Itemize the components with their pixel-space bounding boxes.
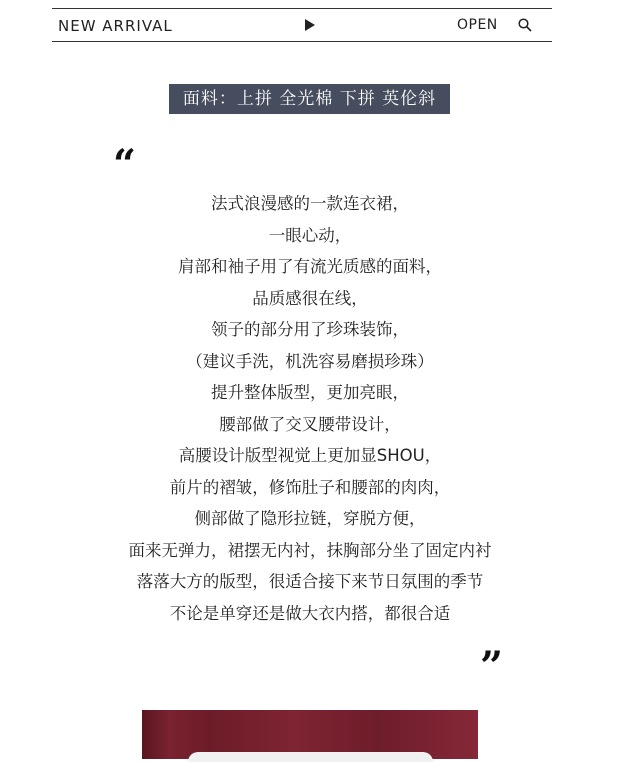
play-icon[interactable]: [305, 19, 315, 31]
search-icon[interactable]: [518, 18, 532, 32]
description-line: 面来无弹力，裙摆无内衬，抹胸部分坐了固定内衬: [128, 540, 492, 560]
description-line: 提升整体版型，更加亮眼，: [211, 383, 409, 402]
close-quote-mark: ”: [480, 643, 504, 690]
description-line: （建议手洗，机洗容易磨损珍珠）: [186, 351, 434, 371]
description-line: 侧部做了隐形拉链，穿脱方便，: [194, 509, 426, 528]
description-line: 前片的褶皱，修饰肚子和腰部的肉肉，: [169, 477, 451, 497]
description-line: 领子的部分用了珍珠装饰，: [211, 320, 409, 339]
description-line: 法式浪漫感的一款连衣裙，: [211, 194, 409, 213]
description-line: 腰部做了交叉腰带设计，: [219, 414, 401, 434]
photo-detail: [188, 752, 433, 762]
fabric-banner: 面料：上拼 全光棉 下拼 英伦斜: [169, 84, 450, 114]
description-line: 高腰设计版型视觉上更加显SHOU，: [178, 446, 442, 465]
new-arrival-label[interactable]: NEW ARRIVAL: [58, 17, 173, 35]
description-line: 落落大方的版型，很适合接下来节日氛围的季节: [136, 572, 484, 591]
description-line: 肩部和袖子用了有流光质感的面料，: [178, 257, 442, 276]
open-label[interactable]: OPEN: [457, 17, 498, 33]
open-quote-mark: “: [113, 141, 137, 188]
product-description: [60, 188, 560, 629]
description-line: 品质感很在线，: [252, 288, 368, 308]
top-header-bar: [52, 8, 552, 42]
description-line: 不论是单穿还是做大衣内搭，都很合适: [169, 603, 451, 623]
description-line: 一眼心动，: [268, 225, 352, 245]
product-photo: [142, 710, 478, 759]
